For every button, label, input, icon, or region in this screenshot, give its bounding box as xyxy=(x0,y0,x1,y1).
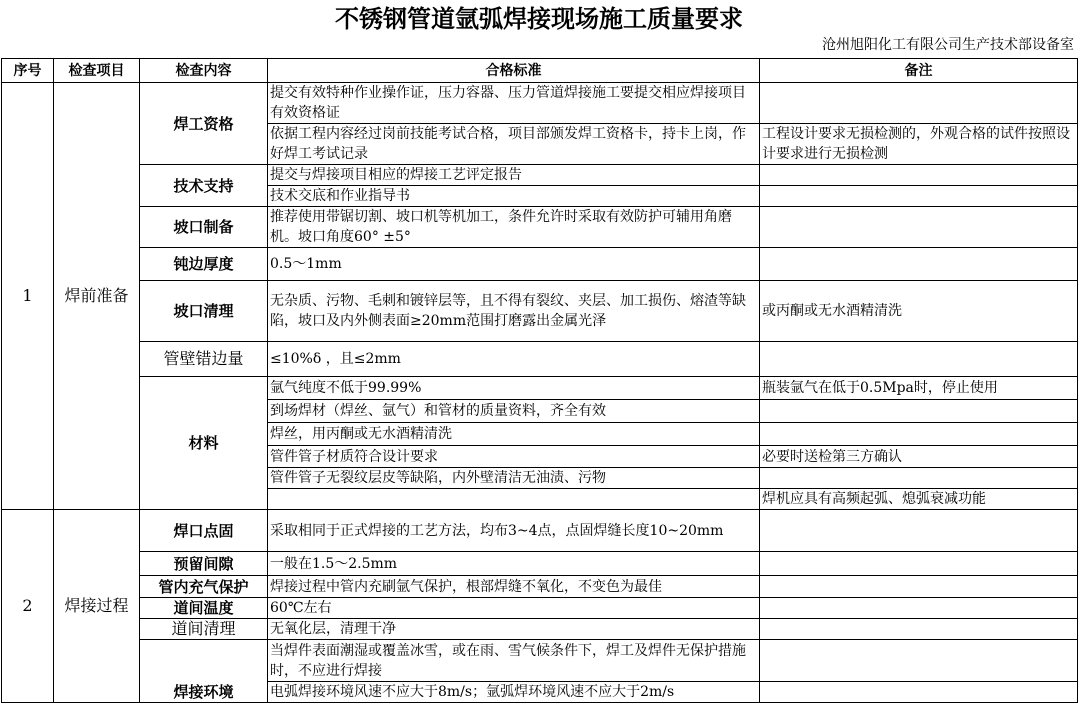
standard-cell: 管件管子材质符合设计要求 xyxy=(268,446,760,468)
table-row xyxy=(2,342,1078,377)
table-row xyxy=(2,207,1078,248)
table-row xyxy=(2,248,1078,281)
content-tech: 技术支持 xyxy=(140,165,268,207)
remark-cell xyxy=(760,423,1078,446)
remark-cell: 瓶装氩气在低于0.5Mpa时，停止使用 xyxy=(760,377,1078,400)
remark-cell xyxy=(760,186,1078,207)
content-misalign: 管壁错边量 xyxy=(140,342,268,377)
content-tack: 焊口点固 xyxy=(140,510,268,552)
standard-cell: 到场焊材（焊丝、氩气）和管材的质量资料，齐全有效 xyxy=(268,400,760,423)
content-clean: 坡口清理 xyxy=(140,281,268,342)
content-interpass: 道间温度 xyxy=(140,598,268,619)
remark-cell: 必要时送检第三方确认 xyxy=(760,446,1078,468)
remark-cell xyxy=(760,619,1078,640)
remark-cell xyxy=(760,510,1078,552)
remark-cell xyxy=(760,342,1078,377)
remark-cell xyxy=(760,83,1078,124)
header-content: 检查内容 xyxy=(140,59,268,83)
table-row xyxy=(2,281,1078,342)
standard-cell xyxy=(268,489,760,510)
quality-requirements-table xyxy=(1,58,1078,703)
standard-cell: 0.5～1mm xyxy=(268,248,760,281)
content-groove: 坡口制备 xyxy=(140,207,268,248)
content-passclean: 道间清理 xyxy=(140,619,268,640)
standard-cell: 60℃左右 xyxy=(268,598,760,619)
remark-cell xyxy=(760,165,1078,186)
table-header-row xyxy=(2,59,1078,83)
standard-cell: 无杂质、污物、毛刺和镀锌层等，且不得有裂纹、夹层、加工损伤、熔渣等缺陷，坡口及内外侧表面≥20mm范围打磨露出金属光泽 xyxy=(268,281,760,342)
section-item: 焊接过程 xyxy=(54,510,140,703)
table-row xyxy=(2,576,1078,598)
page-title: 不锈钢管道氩弧焊接现场施工质量要求 xyxy=(335,5,743,33)
standard-cell: 提交与焊接项目相应的焊接工艺评定报告 xyxy=(268,165,760,186)
remark-cell xyxy=(760,576,1078,598)
table-row xyxy=(2,640,1078,682)
section-seq: 1 xyxy=(2,83,54,510)
header-seq: 序号 xyxy=(2,59,54,83)
standard-cell: 推荐使用带锯切割、坡口机等机加工，条件允许时采取有效防护可辅用角磨机。坡口角度60° ±5° xyxy=(268,207,760,248)
header-remark: 备注 xyxy=(760,59,1078,83)
content-material: 材料 xyxy=(140,377,268,510)
content-purge: 管内充气保护 xyxy=(140,576,268,598)
standard-cell: 采取相同于正式焊接的工艺方法，均布3~4点，点固焊缝长度10~20mm xyxy=(268,510,760,552)
section-seq: 2 xyxy=(2,510,54,703)
content-blunt: 钝边厚度 xyxy=(140,248,268,281)
table-row xyxy=(2,619,1078,640)
standard-cell: 提交有效特种作业操作证，压力容器、压力管道焊接施工要提交相应焊接项目有效资格证 xyxy=(268,83,760,124)
table-row xyxy=(2,83,1078,124)
table-row xyxy=(2,377,1078,400)
remark-cell xyxy=(760,682,1078,703)
remark-cell: 工程设计要求无损检测的，外观合格的试件按照设计要求进行无损检测 xyxy=(760,124,1078,165)
standard-cell: 技术交底和作业指导书 xyxy=(268,186,760,207)
section-item: 焊前准备 xyxy=(54,83,140,510)
remark-cell xyxy=(760,552,1078,576)
standard-cell: 氩气纯度不低于99.99% xyxy=(268,377,760,400)
standard-cell: 无氧化层，清理干净 xyxy=(268,619,760,640)
content-env: 焊接环境 xyxy=(140,640,268,703)
remark-cell xyxy=(760,640,1078,682)
standard-cell: 依据工程内容经过岗前技能考试合格，项目部颁发焊工资格卡，持卡上岗，作好焊工考试记录 xyxy=(268,124,760,165)
standard-cell: 电弧焊接环境风速不应大于8m/s；氩弧焊环境风速不应大于2m/s xyxy=(268,682,760,703)
table-row xyxy=(2,598,1078,619)
table-row xyxy=(2,510,1078,552)
header-item: 检查项目 xyxy=(54,59,140,83)
standard-cell: 一般在1.5～2.5mm xyxy=(268,552,760,576)
standard-cell: 焊接过程中管内充刷氩气保护，根部焊缝不氧化，不变色为最佳 xyxy=(268,576,760,598)
remark-cell xyxy=(760,598,1078,619)
standard-cell: 焊丝，用丙酮或无水酒精清洗 xyxy=(268,423,760,446)
remark-cell xyxy=(760,248,1078,281)
content-welder: 焊工资格 xyxy=(140,83,268,165)
organization-label: 沧州旭阳化工有限公司生产技术部设备室 xyxy=(822,37,1074,53)
table-row xyxy=(2,552,1078,576)
remark-cell xyxy=(760,207,1078,248)
remark-cell: 焊机应具有高频起弧、熄弧衰减功能 xyxy=(760,489,1078,510)
standard-cell: 管件管子无裂纹层皮等缺陷，内外壁清洁无油渍、污物 xyxy=(268,468,760,489)
content-gap: 预留间隙 xyxy=(140,552,268,576)
remark-cell: 或丙酮或无水酒精清洗 xyxy=(760,281,1078,342)
table-row xyxy=(2,165,1078,186)
header-standard: 合格标准 xyxy=(268,59,760,83)
remark-cell xyxy=(760,400,1078,423)
standard-cell: 当焊件表面潮湿或覆盖冰雪，或在雨、雪气候条件下，焊工及焊件无保护措施时，不应进行焊接 xyxy=(268,640,760,682)
standard-cell: ≤10%δ ，且≤2mm xyxy=(268,342,760,377)
remark-cell xyxy=(760,468,1078,489)
